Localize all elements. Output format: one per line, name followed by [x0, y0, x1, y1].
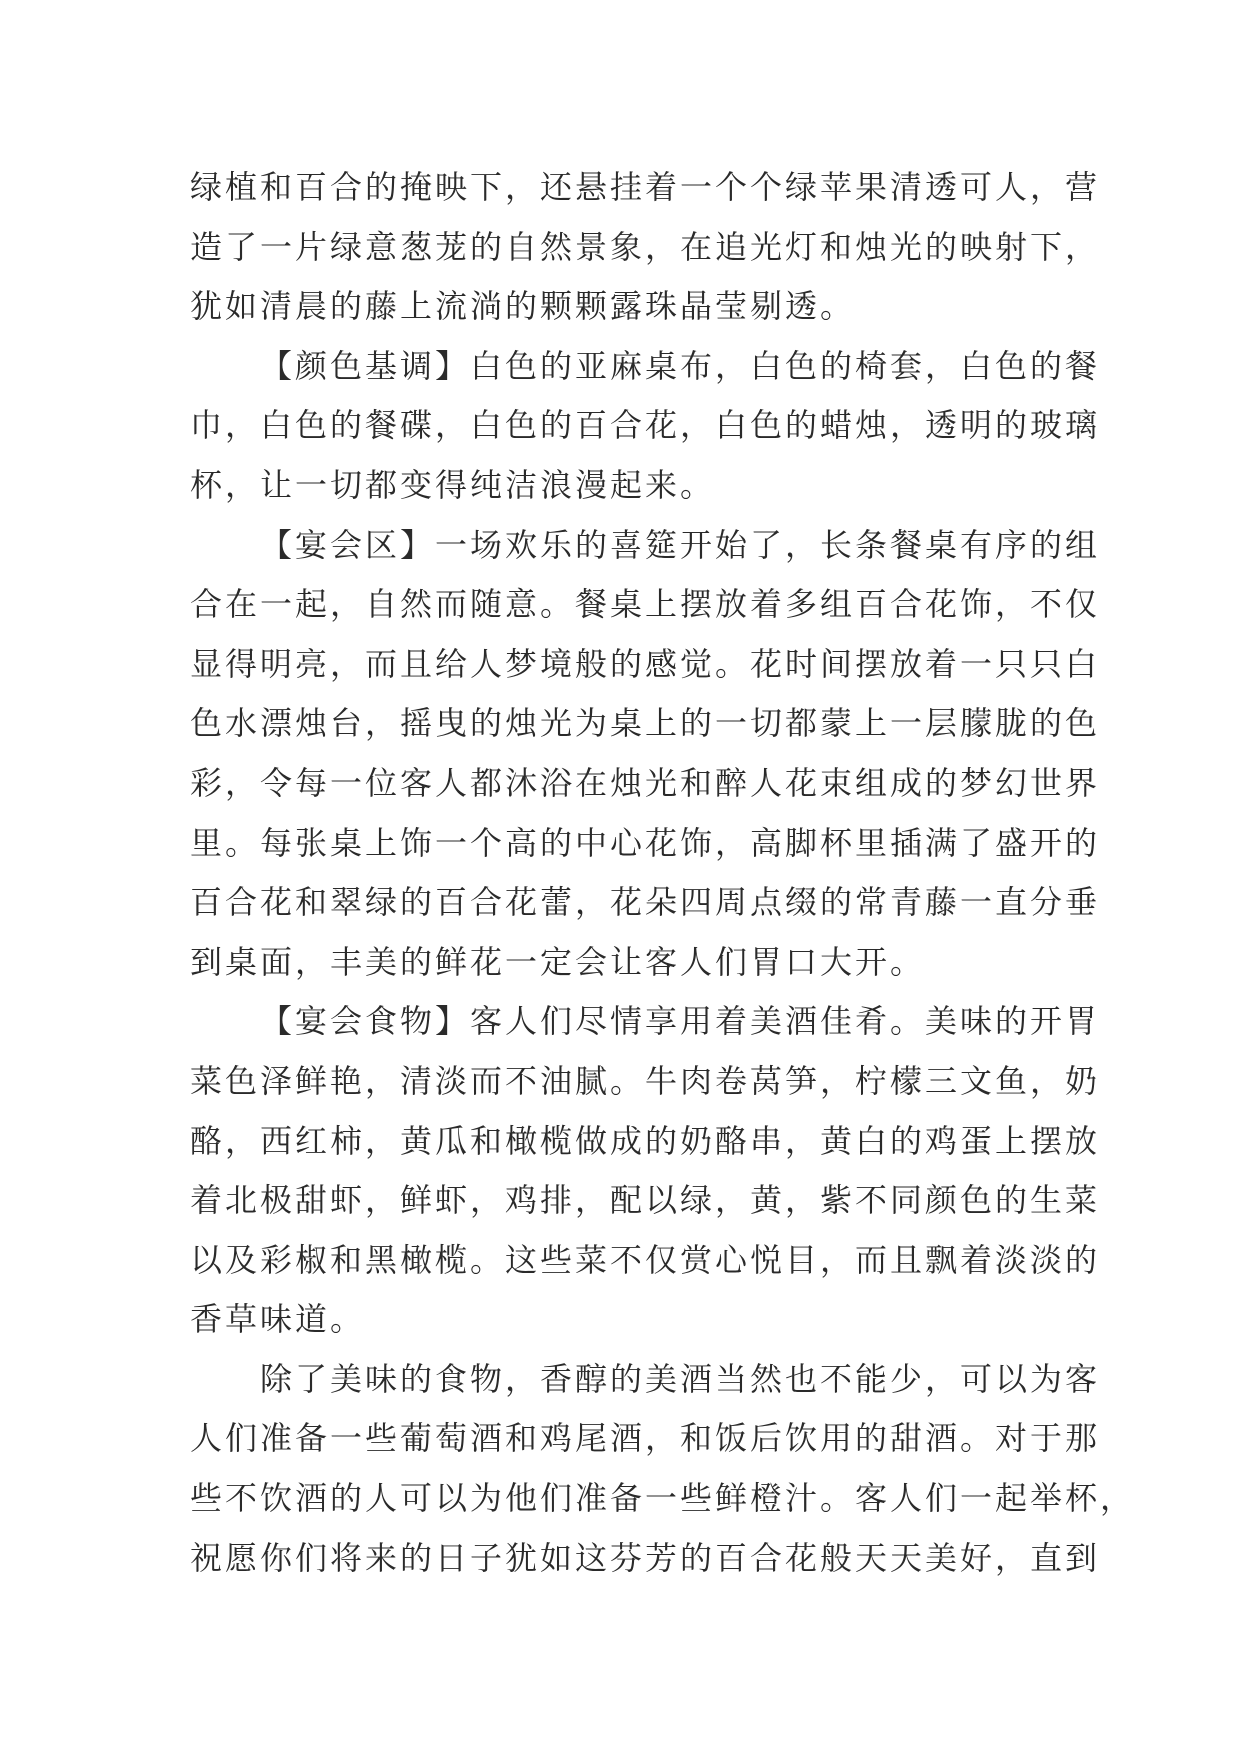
- text-line: 香草味道。: [190, 1300, 366, 1339]
- text-line: 显得明亮，而且给人梦境般的感觉。花时间摆放着一只只白: [190, 644, 1101, 683]
- text-line: 酪，西红柿，黄瓜和橄榄做成的奶酪串，黄白的鸡蛋上摆放: [190, 1121, 1101, 1160]
- text-line: 以及彩椒和黑橄榄。这些菜不仅赏心悦目，而且飘着淡淡的: [190, 1240, 1101, 1279]
- text-line: 除了美味的食物，香醇的美酒当然也不能少，可以为客: [260, 1359, 1101, 1398]
- text-line: 绿植和百合的掩映下，还悬挂着一个个绿苹果清透可人，营: [190, 168, 1101, 206]
- text-line: 着北极甜虾，鲜虾，鸡排，配以绿，黄，紫不同颜色的生菜: [190, 1181, 1101, 1220]
- text-line: 百合花和翠绿的百合花蕾，花朵四周点缀的常青藤一直分垂: [190, 883, 1101, 922]
- text-line: 【宴会食物】客人们尽情享用着美酒佳肴。美味的开胃: [260, 1002, 1101, 1041]
- text-line: 【宴会区】一场欢乐的喜筵开始了，长条餐桌有序的组: [260, 525, 1101, 564]
- text-line: 犹如清晨的藤上流淌的颗颗露珠晶莹剔透。: [190, 287, 856, 326]
- text-line: 【颜色基调】白色的亚麻桌布，白色的椅套，白色的餐: [260, 346, 1101, 385]
- text-line: 造了一片绿意葱茏的自然景象，在追光灯和烛光的映射下，: [190, 227, 1101, 266]
- text-line: 巾，白色的餐碟，白色的百合花，白色的蜡烛，透明的玻璃: [190, 406, 1101, 445]
- text-line: 彩，令每一位客人都沐浴在烛光和醉人花束组成的梦幻世界: [190, 763, 1101, 802]
- text-line: 菜色泽鲜艳，清淡而不油腻。牛肉卷莴笋，柠檬三文鱼，奶: [190, 1061, 1101, 1100]
- text-line: 杯，让一切都变得纯洁浪漫起来。: [190, 465, 716, 504]
- text-line: 祝愿你们将来的日子犹如这芬芳的百合花般天天美好，直到: [190, 1538, 1101, 1577]
- text-line: 到桌面，丰美的鲜花一定会让客人们胃口大开。: [190, 942, 926, 981]
- text-line: 人们准备一些葡萄酒和鸡尾酒，和饭后饮用的甜酒。对于那: [190, 1419, 1101, 1458]
- text-line: 色水漂烛台，摇曳的烛光为桌上的一切都蒙上一层朦胧的色: [190, 704, 1101, 743]
- body-text: [190, 158, 1136, 1588]
- text-line: 些不饮酒的人可以为他们准备一些鲜橙汁。客人们一起举杯，: [190, 1479, 1136, 1518]
- text-line: 里。每张桌上饰一个高的中心花饰，高脚杯里插满了盛开的: [190, 823, 1101, 862]
- text-line: 合在一起，自然而随意。餐桌上摆放着多组百合花饰，不仅: [190, 585, 1101, 624]
